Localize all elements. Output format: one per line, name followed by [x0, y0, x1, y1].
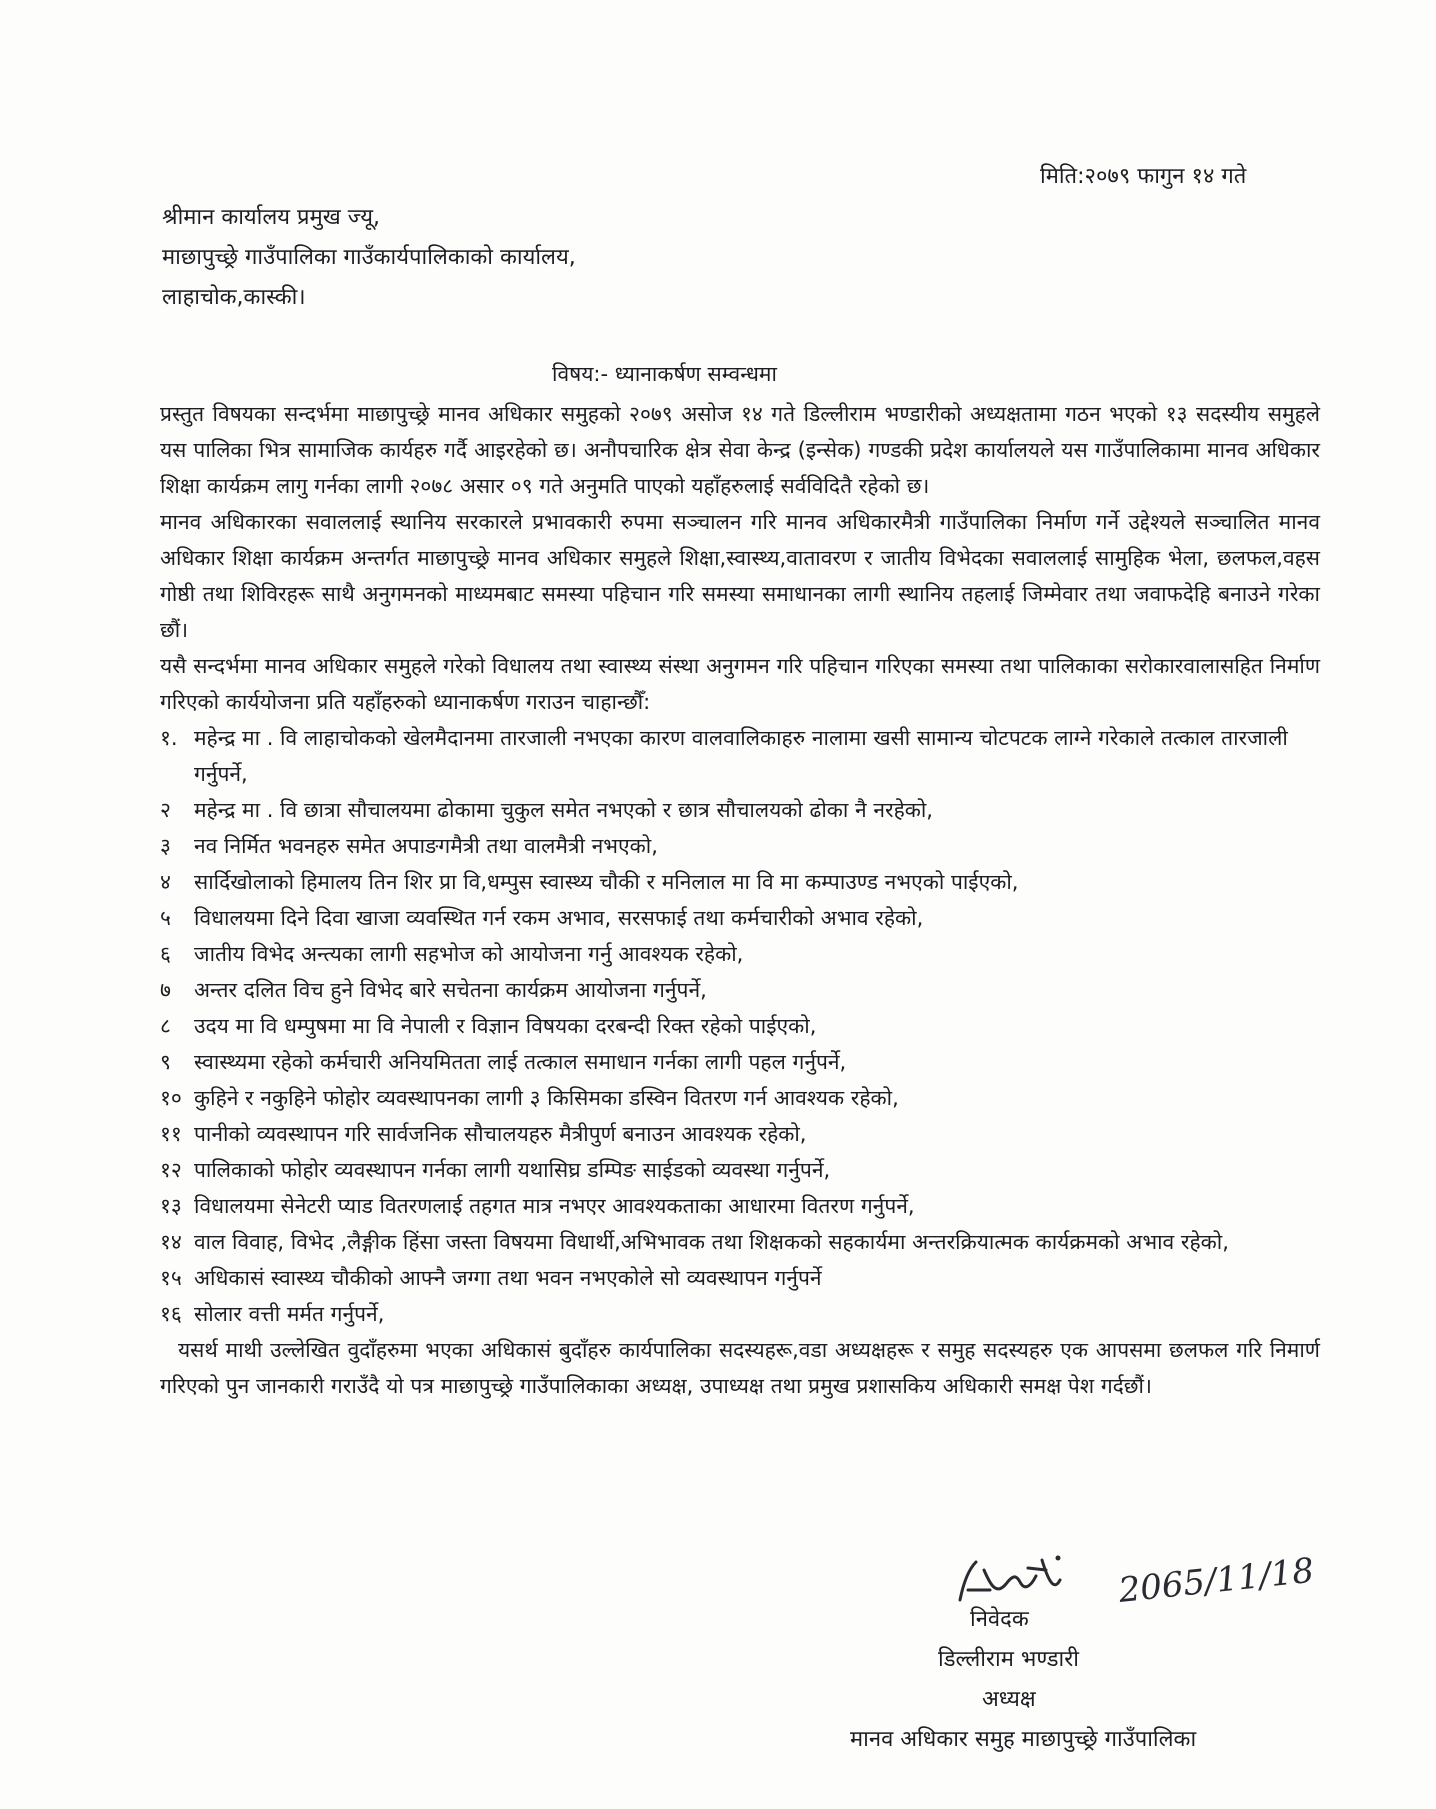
- list-item-text: अधिकासं स्वास्थ्य चौकीको आफ्नै जग्गा तथा भवन नभएकोले सो व्यवस्थापन गर्नुपर्ने: [194, 1266, 822, 1290]
- list-item-number: १५: [160, 1266, 182, 1290]
- signatory-role: अध्यक्ष: [982, 1687, 1036, 1712]
- list-item: [160, 828, 1320, 864]
- list-item-text: सोलार वत्ती मर्मत गर्नुपर्ने,: [194, 1302, 385, 1326]
- list-item-text: पानीको व्यवस्थापन गरि सार्वजनिक सौचालयहरु मैत्रीपुर्ण बनाउन आवश्यक रहेको,: [194, 1122, 807, 1146]
- list-item-text: उदय मा वि धम्पुषमा मा वि नेपाली र विज्ञान विषयका दरबन्दी रिक्त रहेको पाईएको,: [194, 1014, 817, 1038]
- address-line-1: श्रीमान कार्यालय प्रमुख ज्यू,: [162, 205, 381, 230]
- list-item: [160, 1152, 1320, 1188]
- list-item-text: महेन्द्र मा . वि छात्रा सौचालयमा ढोकामा चुकुल समेत नभएको र छात्र सौचालयको ढोका नै नरहेको,: [194, 798, 933, 822]
- list-item-number: ८: [160, 1014, 171, 1038]
- list-item-number: ६: [160, 942, 171, 966]
- list-item: [160, 1116, 1320, 1152]
- signatory-name: डिल्लीराम भण्डारी: [938, 1647, 1079, 1672]
- list-item-text: पालिकाको फोहोर व्यवस्थापन गर्नका लागी यथासिघ्र डम्पिङ साईडको व्यवस्था गर्नुपर्ने,: [194, 1158, 831, 1182]
- list-item-text: विधालयमा दिने दिवा खाजा व्यवस्थित गर्न रकम अभाव, सरसफाई तथा कर्मचारीको अभाव रहेको,: [194, 906, 924, 930]
- list-item-number: ७: [160, 978, 171, 1002]
- list-item: [160, 972, 1320, 1008]
- list-item-number: ३: [160, 834, 171, 858]
- list-item-number: ४: [160, 870, 171, 894]
- list-item-text: सार्दिखोलाको हिमालय तिन शिर प्रा वि,धम्पुस स्वास्थ्य चौकी र मनिलाल मा वि मा कम्पाउण्ड नभएको पाईएको,: [194, 870, 1019, 894]
- handwritten-date: 2065/11/18: [1116, 1550, 1316, 1611]
- list-item-text: विधालयमा सेनेटरी प्याड वितरणलाई तहगत मात्र नभएर आवश्यकताका आधारमा वितरण गर्नुपर्ने,: [194, 1194, 915, 1218]
- signatory-organization: मानव अधिकार समुह माछापुच्छ्रे गाउँपालिका: [850, 1727, 1197, 1752]
- letter-date: मिति:२०७९ फागुन १४ गते: [1040, 164, 1247, 189]
- list-item: [160, 1224, 1320, 1260]
- list-item-number: २: [160, 798, 171, 822]
- signatory-title: निवेदक: [970, 1607, 1029, 1632]
- list-item-text: कुहिने र नकुहिने फोहोर व्यवस्थापनका लागी ३ किसिमका डस्विन वितरण गर्न आवश्यक रहेको,: [194, 1086, 899, 1110]
- list-item-number: १६: [160, 1302, 182, 1326]
- list-item-text: नव निर्मित भवनहरु समेत अपाङगमैत्री तथा वालमैत्री नभएको,: [194, 834, 658, 858]
- list-item-number: ९: [160, 1050, 171, 1074]
- list-item: [160, 1260, 1320, 1296]
- paragraph-3: यसै सन्दर्भमा मानव अधिकार समुहले गरेको विधालय तथा स्वास्थ्य संस्था अनुगमन गरि पहिचान गरिएका समस्या तथा पालिकाका सरोकारवालासहित निर्माण गरिएको कार्ययोजना प्रति यहाँहरुको ध्यानाकर्षण गराउन चाहान्छौँ:: [160, 654, 1320, 714]
- list-item: [160, 900, 1320, 936]
- list-item-number: १४: [160, 1230, 182, 1254]
- list-item-text: वाल विवाह, विभेद ,लैङ्गीक हिंसा जस्ता विषयमा विधार्थी,अभिभावक तथा शिक्षकको सहकार्यमा अन्तरक्रियात्मक कार्यक्रमको अभाव रहेको,: [194, 1230, 1229, 1254]
- list-item-text: जातीय विभेद अन्त्यका लागी सहभोज को आयोजना गर्नु आवश्यक रहेको,: [194, 942, 744, 966]
- list-item-number: ५: [160, 906, 171, 930]
- letter-subject: विषय:- ध्यानाकर्षण सम्वन्धमा: [552, 362, 777, 386]
- list-item-number: १३: [160, 1194, 182, 1218]
- list-item: [160, 1296, 1320, 1332]
- paragraph-2: मानव अधिकारका सवाललाई स्थानिय सरकारले प्रभावकारी रुपमा सञ्चालन गरि मानव अधिकारमैत्री गाउँपालिका निर्माण गर्ने उद्देश्यले सञ्चालित मानव अधिकार शिक्षा कार्यक्रम अन्तर्गत माछापुच्छ्रे मानव अधिकार समुहले शिक्षा,स्वास्थ्य,वातावरण र जातीय विभेदका सवाललाई सामुहिक भेला, छलफल,वहस गोष्ठी तथा शिविरहरू साथै अनुगमनको माध्यमबाट समस्या पहिचान गरि समस्या समाधानका लागी स्थानिय तहलाई जिम्मेवार तथा जवाफदेहि बनाउने गरेका छौं।: [160, 510, 1320, 642]
- list-item-text: स्वास्थ्यमा रहेको कर्मचारी अनियमितता लाई तत्काल समाधान गर्नका लागी पहल गर्नुपर्ने,: [194, 1050, 847, 1074]
- list-item-number: १०: [160, 1086, 182, 1110]
- paragraph-1: प्रस्तुत विषयका सन्दर्भमा माछापुच्छ्रे मानव अधिकार समुहको २०७९ असोज १४ गते डिल्लीराम भण्डारीको अध्यक्षतामा गठन भएको १३ सदस्यीय समुहले यस पालिका भित्र सामाजिक कार्यहरु गर्दै आइरहेको छ। अनौपचारिक क्षेत्र सेवा केन्द्र (इन्सेक) गण्डकी प्रदेश कार्यालयले यस गाउँपालिकामा मानव अधिकार शिक्षा कार्यक्रम लागु गर्नका लागी २०७८ असार ०९ गते अनुमति पाएको यहाँहरुलाई सर्वविदितै रहेको छ।: [160, 402, 1320, 498]
- closing-paragraph: यसर्थ माथी उल्लेखित वुदाँहरुमा भएका अधिकासं बुदाँहरु कार्यपालिका सदस्यहरू,वडा अध्यक्षहरू र समुह सदस्यहरु एक आपसमा छलफल गरि निमार्ण गरिएको पुन जानकारी गराउँदै यो पत्र माछापुच्छ्रे गाउँपालिकाका अध्यक्ष, उपाध्यक्ष तथा प्रमुख प्रशासकिय अधिकारी समक्ष पेश गर्दछौं।: [160, 1338, 1320, 1398]
- address-line-2: माछापुच्छ्रे गाउँपालिका गाउँकार्यपालिकाको कार्यालय,: [162, 245, 576, 270]
- address-line-3: लाहाचोक,कास्की।: [162, 285, 306, 310]
- list-item: [160, 936, 1320, 972]
- list-item: [160, 1188, 1320, 1224]
- letter-body: [160, 396, 1320, 1404]
- list-item: [160, 1080, 1320, 1116]
- list-item: [160, 1008, 1320, 1044]
- recipient-address: [162, 198, 576, 318]
- list-item-text: अन्तर दलित विच हुने विभेद बारे सचेतना कार्यक्रम आयोजना गर्नुपर्ने,: [194, 978, 707, 1002]
- signature-block: [850, 1600, 1270, 1760]
- list-item-number: १२: [160, 1158, 182, 1182]
- issue-list: [160, 720, 1320, 1332]
- list-item-number: ११: [160, 1122, 182, 1146]
- list-item: [160, 864, 1320, 900]
- list-item: [160, 720, 1320, 792]
- list-item-text: महेन्द्र मा . वि लाहाचोकको खेलमैदानमा तारजाली नभएका कारण वालवालिकाहरु नालामा खसी सामान्य चोटपटक लाग्ने गरेकाले तत्काल तारजाली गर्नुपर्ने,: [194, 726, 1288, 786]
- list-item: [160, 1044, 1320, 1080]
- list-item-number: १.: [160, 726, 178, 750]
- list-item: [160, 792, 1320, 828]
